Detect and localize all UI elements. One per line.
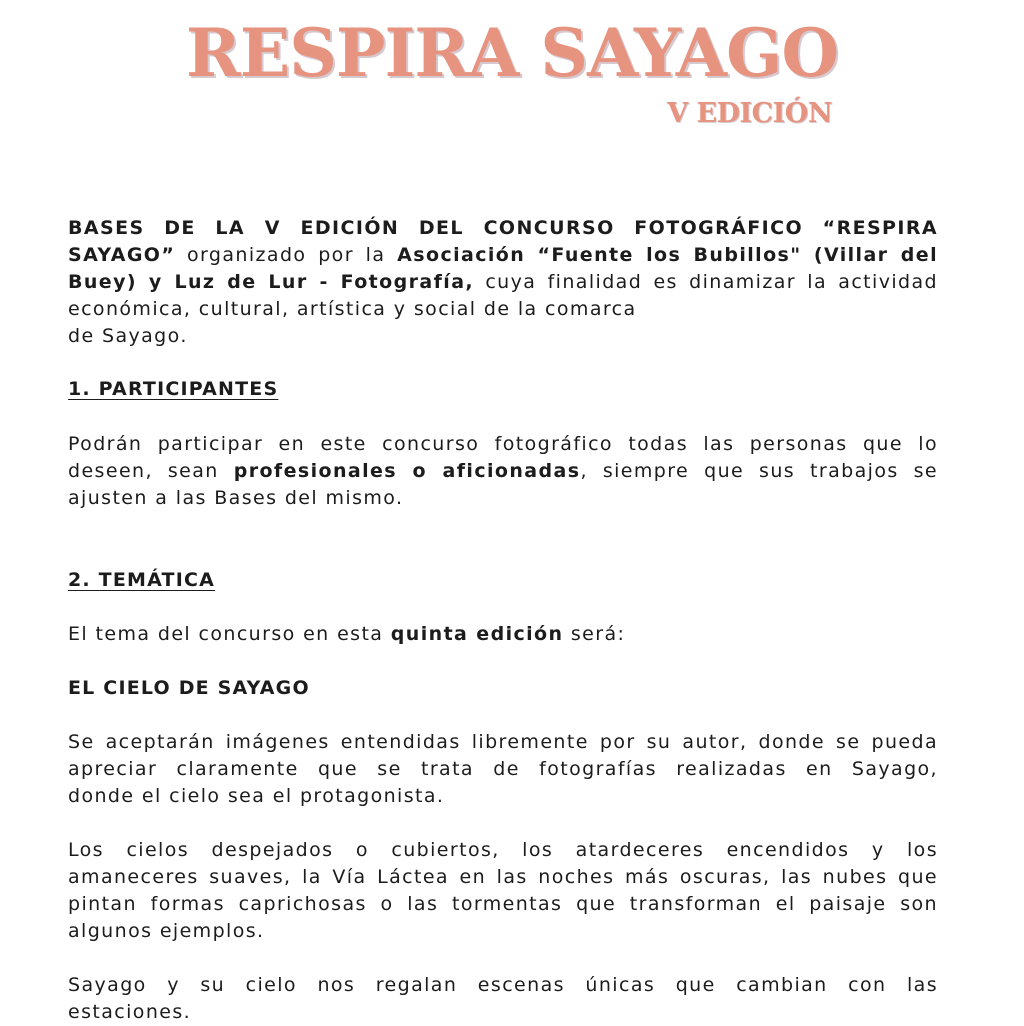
section-heading-tematica: 2. TEMÁTICA	[68, 569, 216, 591]
tematica-paragraph-3	[68, 972, 938, 1026]
intro-line: Buey) y Luz de Lur - Fotografía, cuya finalidad es dinamizar la actividad	[68, 271, 938, 293]
intro-paragraph	[68, 215, 938, 350]
tematica-paragraph-1	[68, 729, 938, 810]
paragraph-line: ajusten a las Bases del mismo.	[68, 487, 404, 509]
intro-line: económica, cultural, artística y social de la comarca	[68, 298, 637, 320]
document-body	[68, 215, 938, 1026]
paragraph-line: Podrán participar en este concurso fotográfico todas las personas que lo	[68, 433, 938, 455]
participantes-paragraph	[68, 431, 938, 512]
tematica-paragraph-2	[68, 837, 938, 945]
theme-title: EL CIELO DE SAYAGO	[68, 677, 310, 699]
paragraph-line: amaneceres suaves, la Vía Láctea en las noches más oscuras, las nubes que	[68, 866, 938, 888]
intro-line: de Sayago.	[68, 325, 188, 347]
paragraph-line: estaciones.	[68, 1001, 192, 1023]
tematica-intro: El tema del concurso en esta quinta edición será:	[68, 623, 626, 645]
paragraph-line: Se aceptarán imágenes entendidas libremente por su autor, donde se pueda	[68, 731, 938, 753]
paragraph-line: pintan formas caprichosas o las tormentas que transforman el paisaje son	[68, 893, 938, 915]
paragraph-line: deseen, sean profesionales o aficionadas, siempre que sus trabajos se	[68, 460, 938, 482]
page-title: RESPIRA SAYAGO	[186, 14, 838, 92]
paragraph-line: algunos ejemplos.	[68, 920, 265, 942]
paragraph-line: apreciar claramente que se trata de fotografías realizadas en Sayago,	[68, 758, 938, 780]
edition-subtitle: V EDICIÓN	[667, 98, 832, 129]
paragraph-line: Los cielos despejados o cubiertos, los atardeceres encendidos y los	[68, 839, 938, 861]
section-heading-participantes: 1. PARTICIPANTES	[68, 378, 279, 400]
paragraph-line: Sayago y su cielo nos regalan escenas únicas que cambian con las	[68, 974, 938, 996]
intro-line: SAYAGO” organizado por la Asociación “Fuente los Bubillos" (Villar del	[68, 244, 938, 266]
intro-line: BASES DE LA V EDICIÓN DEL CONCURSO FOTOGRÁFICO “RESPIRA	[68, 217, 938, 239]
paragraph-line: donde el cielo sea el protagonista.	[68, 785, 445, 807]
